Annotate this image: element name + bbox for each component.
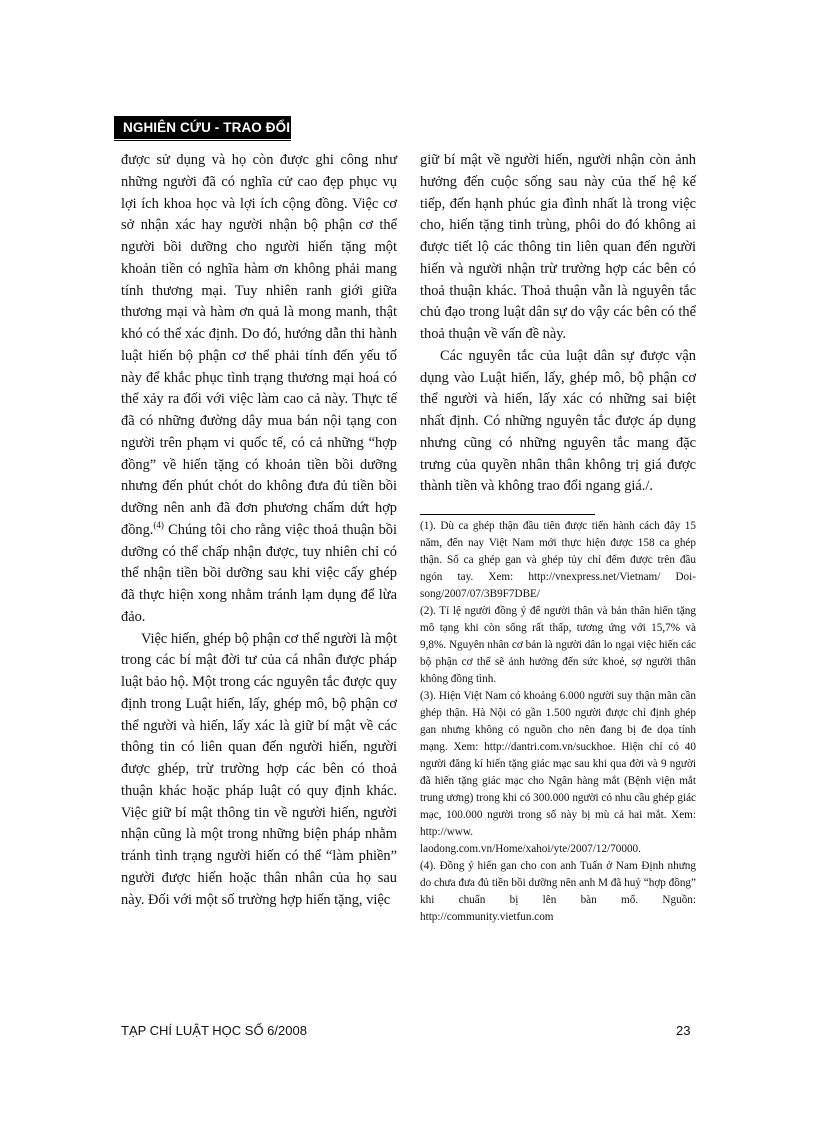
footnote-rule: [420, 514, 595, 515]
right-paragraph-2: Các nguyên tắc của luật dân sự được vận dụng vào Luật hiến, lấy, ghép mô, bộ phận cơ thể người và hiến, lấy xác có những sai biệt nhất định. Có những nguyên tắc được áp dụng nhưng cũng có những nguyên tắc mang đặc trưng của quyền nhân thân không trị giá được thành tiền và không trao đổi ngang giá./.: [420, 347, 696, 495]
footnotes: [420, 518, 696, 926]
footnote-ref-4: (4): [153, 519, 164, 530]
page-number: 23: [676, 1023, 691, 1038]
footnote-2: (2). Tỉ lệ người đồng ý để người thân và bản thân hiến tặng mô tạng khi còn sống rất thấp, tương ứng với 15,7% và 9,8%. Nguyên nhân cơ bản là người dân lo ngại việc hiến các bộ phận cơ thể sẽ ảnh hưởng đến sức khoẻ, sợ người thân không đồng tình.: [420, 605, 696, 685]
section-tag: NGHIÊN CỨU - TRAO ĐỔI: [114, 116, 291, 139]
footnote-1: (1). Dù ca ghép thận đầu tiên được tiến hành cách đây 15 năm, đến nay Việt Nam mới thực hiện được 158 ca ghép thận. Số ca ghép gan và ghép tủy chỉ đếm được trên đầu ngón tay. Xem: http://vnexpress.net/Vietnam/ Doi-song/2007/07/3B9F7DBE/: [420, 520, 696, 600]
footnote-3: (3). Hiện Việt Nam có khoảng 6.000 người suy thận mãn cần ghép thận. Hà Nội có gần 1.500 người được chỉ định ghép gan nhưng không có nguồn cho nên đang bị đe dọa tính mạng. Xem: http://dantri.com.vn/suckhoe. Hiện chỉ có 40 người đăng kí hiến tặng giác mạc sau khi qua đời và 9 người đã hiến tặng giác mạc cho Ngân hàng mắt (Bệnh viện mắt trung ương) trong khi có 300.000 người có nhu cầu ghép giác mạc, 100.000 người trong số này bị mù cả hai mắt. Xem: http://www. laodong.com.vn/Home/xahoi/yte/2007/12/70000.: [420, 690, 696, 855]
left-paragraph-2: Việc hiến, ghép bộ phận cơ thể người là một trong các bí mật đời tư của cá nhân được pháp luật bảo hộ. Một trong các nguyên tắc được quy định trong Luật hiến, lấy, ghép mô, bộ phận cơ thể người và hiến, lấy xác là giữ bí mật về các thông tin có liên quan đến người hiến, người được ghép, trừ trường hợp các bên có thoả thuận khác hoặc pháp luật có quy định khác. Việc giữ bí mật thông tin về người hiến, người nhận cũng là một trong những biện pháp nhằm tránh tình trạng người hiến có thể “làm phiền” người được hiến hoặc thân nhân của họ sau này. Đối với một số trường hợp hiến tặng, việc: [121, 630, 397, 908]
footnote-4: (4). Đồng ý hiến gan cho con anh Tuấn ở Nam Định nhưng do chưa đưa đủ tiền bồi dưỡng nên anh M đã huỷ “hợp đồng” khi chuẩn bị lên bàn mổ. Nguồn: http://community.vietfun.com: [420, 860, 696, 923]
left-paragraph-1: [121, 150, 397, 629]
section-tag-rule: [114, 140, 291, 141]
journal-footer: TẠP CHÍ LUẬT HỌC SỐ 6/2008: [121, 1023, 307, 1038]
left-paragraph-1-text: được sử dụng và họ còn được ghi công như những người đã có nghĩa cử cao đẹp phục vụ lợi ích khoa học và lợi ích cộng đồng. Việc cơ sở nhận xác hay người nhận bộ phận cơ thể người bồi dưỡng cho người hiến tặng một khoản tiền có nghĩa hàm ơn không phải mang tính thương mại. Tuy nhiên ranh giới giữa thương mại và hàm ơn quả là mong manh, thật khó có thể xác định. Do đó, hướng dẫn thi hành luật hiến bộ phận cơ thể phải tính đến yếu tố này để khắc phục tình trạng thương mại hoá có thể xảy ra đối với việc làm cao cả này. Thực tế đã có những đường dây mua bán nội tạng con người trên phạm vi quốc tế, có cả những “hợp đồng” về hiến tặng có khoản tiền bồi dưỡng nhưng đến phút chót do không đưa đủ tiền bồi dưỡng nên anh đã đơn phương chấm dứt hợp đồng.: [121, 152, 397, 538]
right-column: [420, 150, 696, 498]
left-column: [121, 150, 397, 911]
left-paragraph-1-text-cont: Chúng tôi cho rằng việc thoả thuận bồi dưỡng có thể chấp nhận được, tuy nhiên chỉ có thể nhận tiền bồi dưỡng sau khi việc cấy ghép đã thực hiện xong nhằm tránh lạm dụng để lừa đảo.: [121, 521, 397, 625]
right-paragraph-1: giữ bí mật về người hiến, người nhận còn ảnh hưởng đến cuộc sống sau này của thế hệ kế tiếp, đến hạnh phúc gia đình nhất là trong việc cho, hiến tặng tinh trùng, phôi do đó không ai được tiết lộ các thông tin liên quan đến người hiến và người nhận trừ trường hợp các bên có thoả thuận khác. Thoả thuận vẫn là nguyên tắc chủ đạo trong luật dân sự do vậy các bên có thể thoả thuận về vấn đề này.: [420, 152, 696, 342]
